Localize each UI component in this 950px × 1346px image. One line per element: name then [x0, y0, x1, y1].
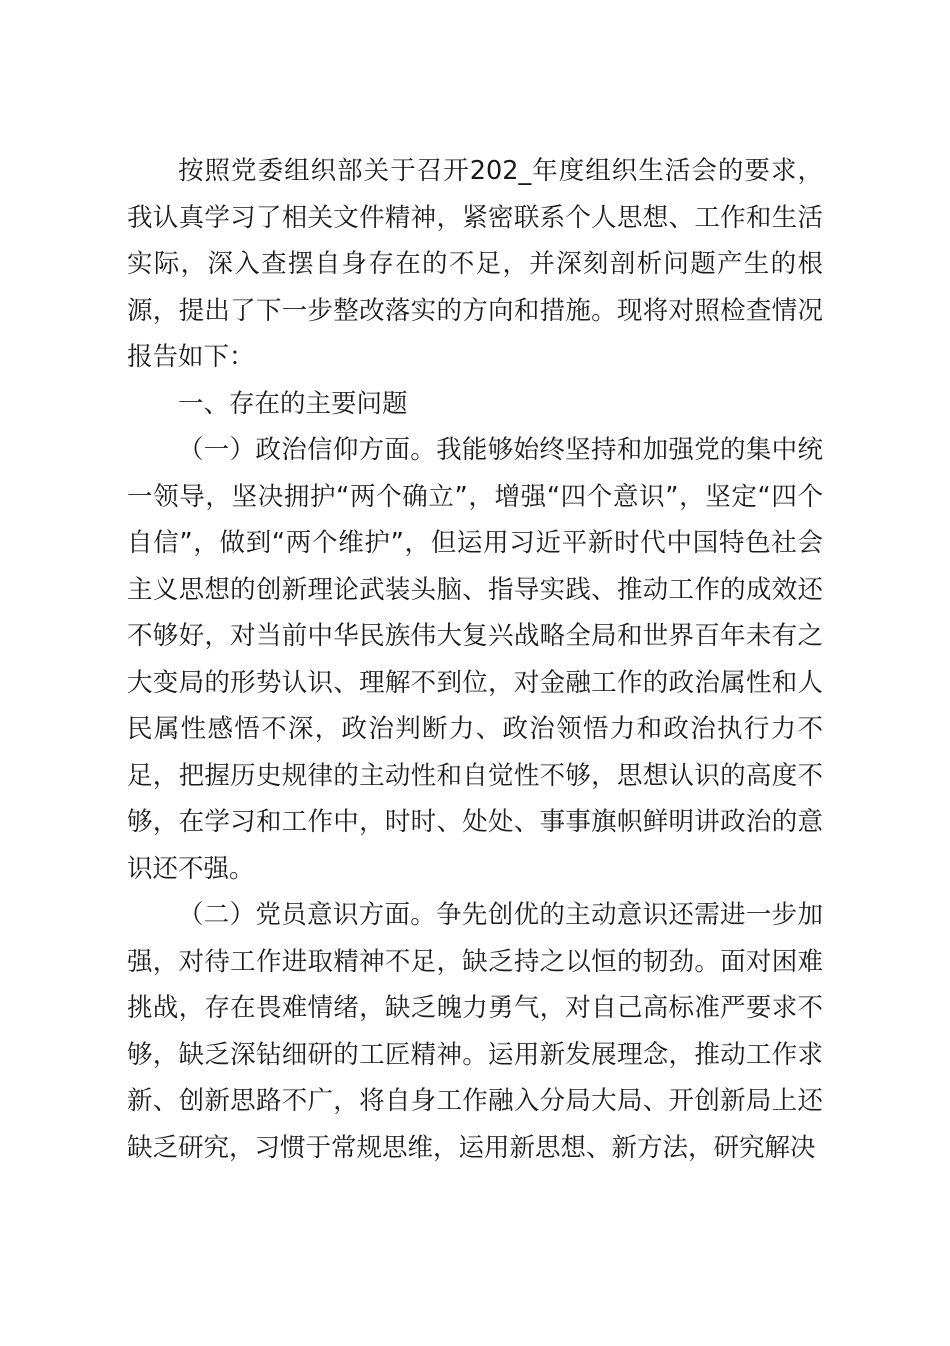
document-body: [127, 148, 823, 1171]
paragraph-party-member-awareness: （二）党员意识方面。争先创优的主动意识还需进一步加强，对待工作进取精神不足，缺乏持之以恒的韧劲。面对困难挑战，存在畏难情绪，缺乏魄力勇气，对自己高标准严要求不够，缺乏深钻细研的工匠精神。运用新发展理念，推动工作求新、创新思路不广，将自身工作融入分局大局、开创新局上还缺乏研究，习惯于常规思维，运用新思想、新方法，研究解决: [127, 900, 823, 1163]
paragraph-political-belief: （一）政治信仰方面。我能够始终坚持和加强党的集中统一领导，坚决拥护“两个确立”，增强“四个意识”，坚定“四个自信”，做到“两个维护”，但运用习近平新时代中国特色社会主义思想的创新理论武装头脑、指导实践、推动工作的成效还不够好，对当前中华民族伟大复兴战略全局和世界百年未有之大变局的形势认识、理解不到位，对金融工作的政治属性和人民属性感悟不深，政治判断力、政治领悟力和政治执行力不足，把握历史规律的主动性和自觉性不够，思想认识的高度不够，在学习和工作中，时时、处处、事事旗帜鲜明讲政治的意识还不强。: [127, 435, 823, 884]
paragraph-intro: 按照党委组织部关于召开202_年度组织生活会的要求，我认真学习了相关文件精神，紧密联系个人思想、工作和生活实际，深入查摆自身存在的不足，并深刻剖析问题产生的根源，提出了下一步整改落实的方向和措施。现将对照检查情况报告如下：: [127, 156, 823, 372]
section-heading-main-problems: 一、存在的主要问题: [178, 388, 408, 419]
